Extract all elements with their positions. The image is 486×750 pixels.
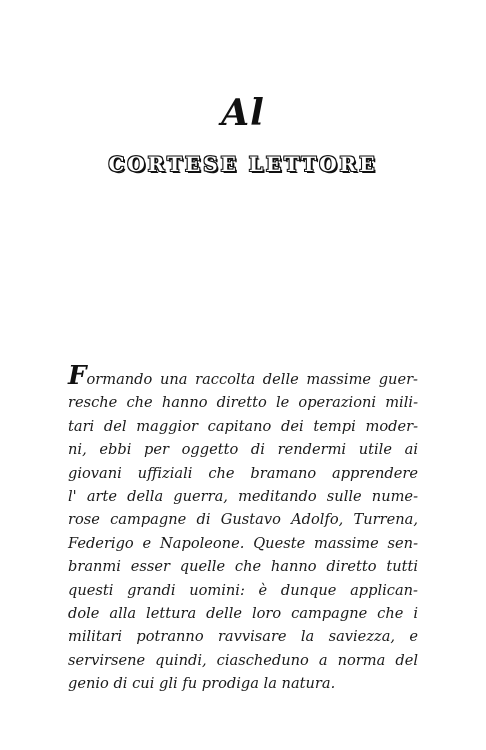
text-line: militari potranno ravvisare la saviezza, e [68,628,418,646]
text-line: ni, ebbi per oggetto di rendermi utile ai [68,441,418,459]
text-line: dole alla lettura delle loro campagne che i [68,605,418,623]
text-line: Federigo e Napoleone. Queste massime sen- [68,534,418,552]
text-line: giovani uffiziali che bramano apprendere [68,464,418,482]
heading-title: Al [221,92,265,134]
preface-paragraph [68,361,418,696]
text-line: l' arte della guerra, meditando sulle nume- [68,488,418,506]
text-line: branmi esser quelle che hanno diretto tutti [68,558,418,576]
text-line: resche che hanno diretto le operazioni mili- [68,394,418,412]
drop-cap: F [68,361,87,391]
heading-subtitle: CORTESE LETTORE [108,152,378,176]
text-line: servirsene quindi, ciascheduno a norma del [68,651,418,669]
text-line: questi grandi uomini: è dunque applican- [68,581,418,599]
text-line: tari del maggior capitano dei tempi moder- [68,417,418,435]
text-line: genio di cui gli fu prodiga la natura. [68,675,336,693]
text-line: rose campagne di Gustavo Adolfo, Turrena, [68,511,418,529]
text-line: Formando una raccolta delle massime guer- [68,361,418,391]
